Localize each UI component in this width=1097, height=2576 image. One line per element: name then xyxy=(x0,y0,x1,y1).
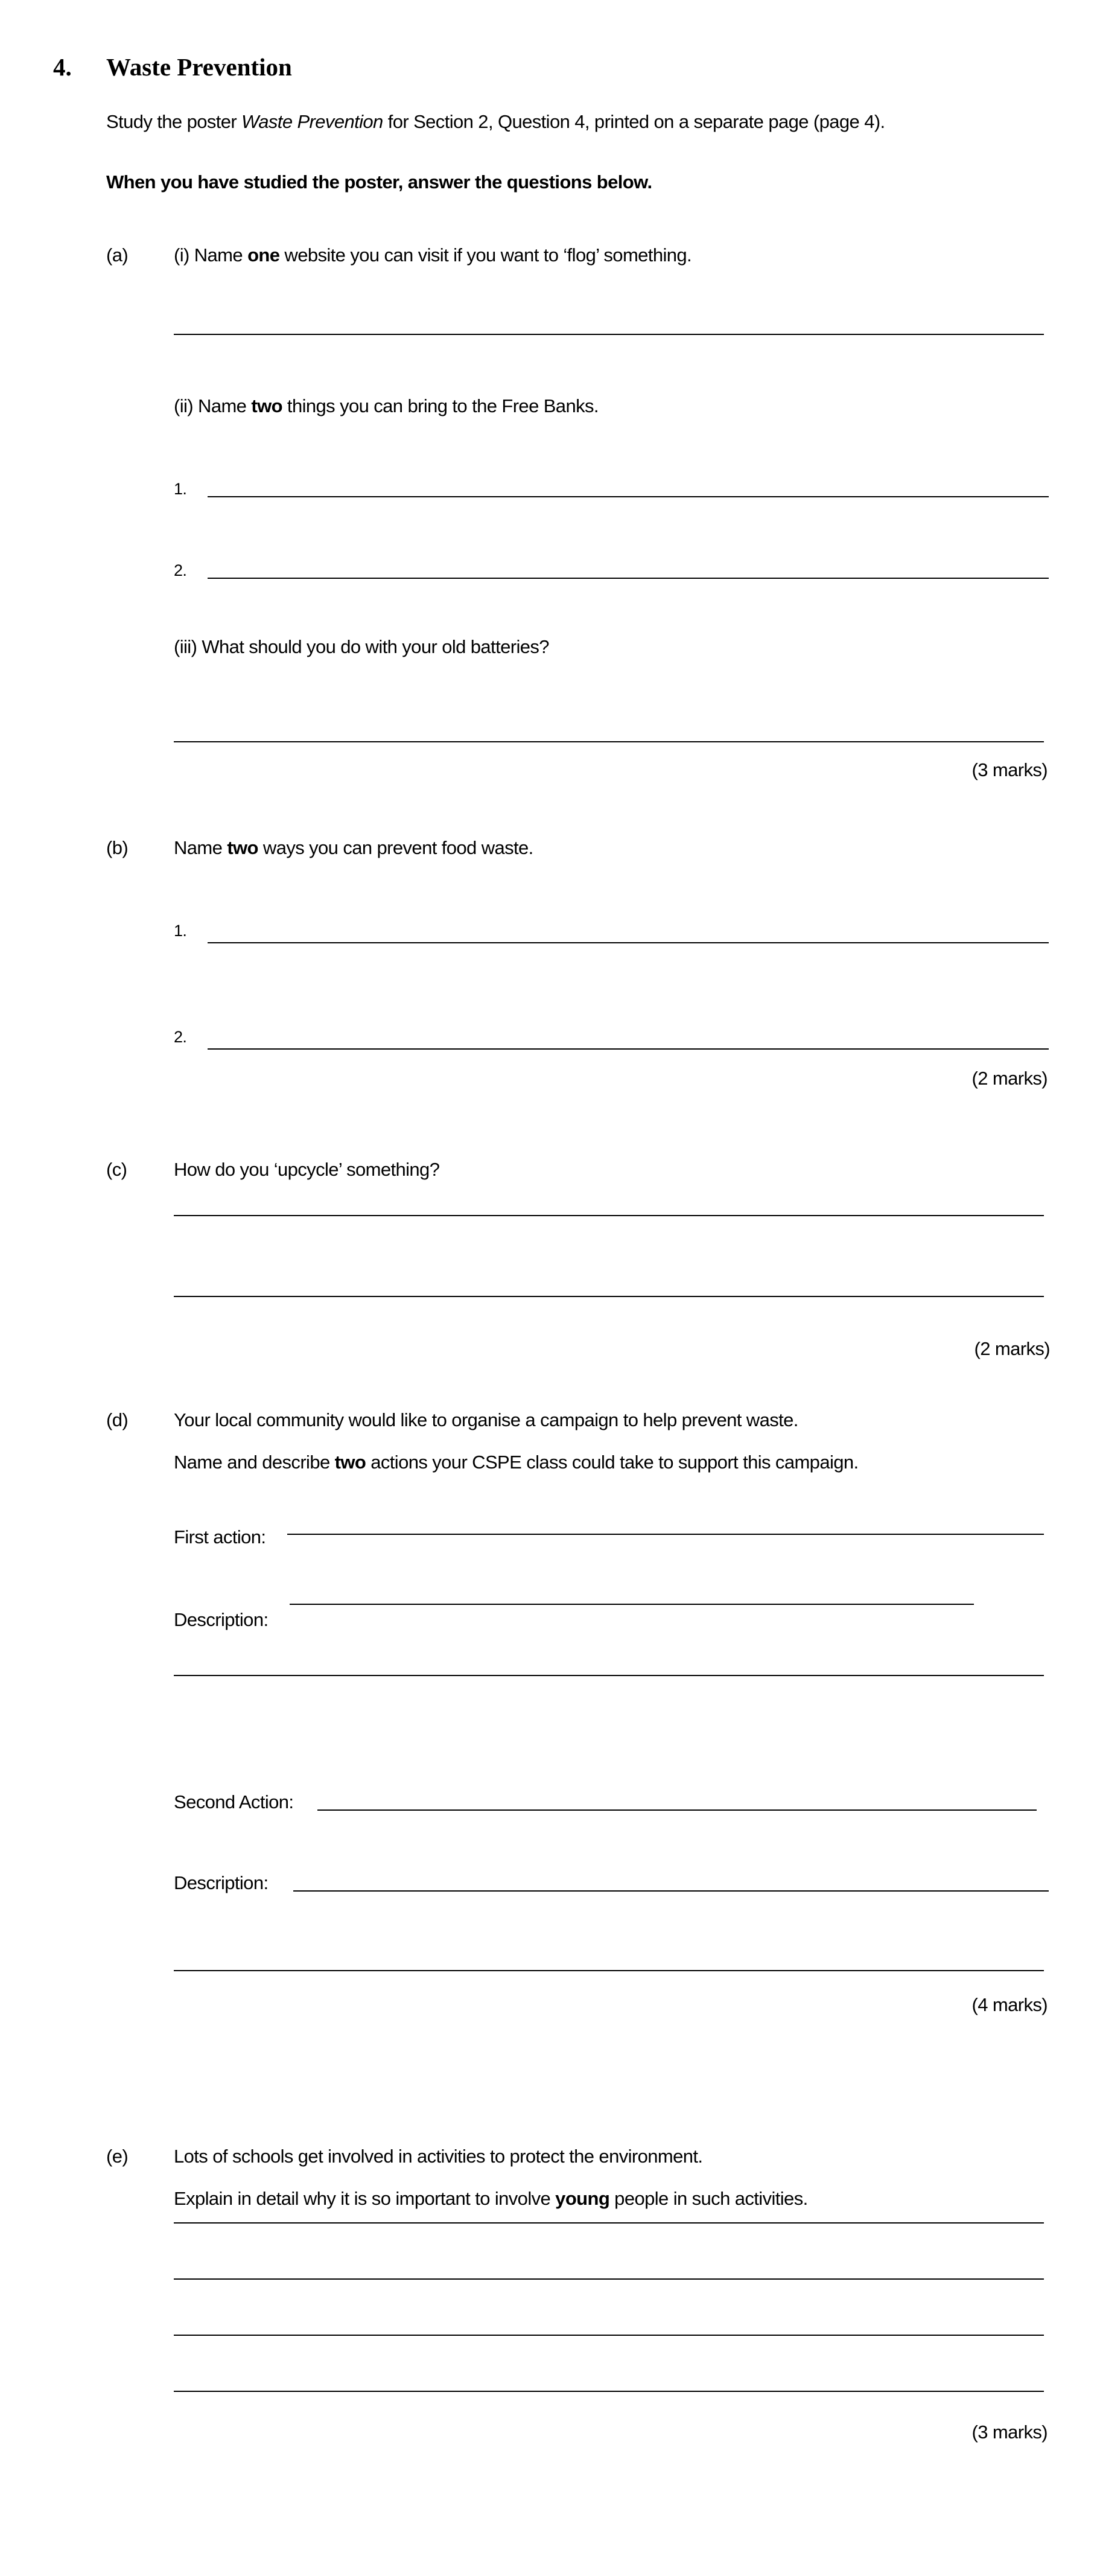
part-a-i-bold: one xyxy=(247,244,280,266)
part-e-line-2 xyxy=(174,2187,808,2211)
second-action-label: Second Action: xyxy=(174,1791,294,1812)
intro-suffix: for Section 2, Question 4, printed on a separate page (page 4). xyxy=(383,111,885,132)
question-number: 4. xyxy=(53,53,72,81)
part-e-line-2-prefix: Explain in detail why it is so important to involve xyxy=(174,2188,556,2209)
part-d-line-2 xyxy=(174,1450,859,1475)
description-1-line[interactable] xyxy=(290,1604,974,1605)
part-c-marks: (2 marks) xyxy=(974,1338,1050,1359)
part-e-line-2-bold: young xyxy=(555,2188,610,2209)
part-a-ii-suffix: things you can bring to the Free Banks. xyxy=(282,395,599,416)
part-b-item-1-number: 1. xyxy=(174,922,187,940)
part-b-bold: two xyxy=(227,837,258,858)
part-a-marks: (3 marks) xyxy=(971,759,1048,780)
part-d-marks: (4 marks) xyxy=(971,1994,1048,2015)
part-e-line-1: Lots of schools get involved in activities to protect the environment. xyxy=(174,2146,703,2167)
description-2-label: Description: xyxy=(174,1872,269,1893)
answer-line-a-ii-2[interactable] xyxy=(208,578,1049,579)
part-d-label: (d) xyxy=(106,1409,129,1430)
part-a-iii-question: (iii) What should you do with your old batteries? xyxy=(174,636,549,657)
part-a-i-question xyxy=(174,243,692,267)
part-d-line-2-prefix: Name and describe xyxy=(174,1452,335,1473)
part-b-item-2-number: 2. xyxy=(174,1028,187,1046)
first-action-line[interactable] xyxy=(287,1534,1044,1535)
part-b-suffix: ways you can prevent food waste. xyxy=(258,837,533,858)
second-action-line[interactable] xyxy=(317,1809,1037,1811)
part-b-question xyxy=(174,836,533,860)
part-d-line-2-suffix: actions your CSPE class could take to support this campaign. xyxy=(366,1452,859,1473)
part-a-i-suffix: website you can visit if you want to ‘flog’ something. xyxy=(279,244,692,266)
part-a-ii-prefix: (ii) Name xyxy=(174,395,252,416)
part-a-ii-item-2-number: 2. xyxy=(174,561,187,579)
description-2-extra-line[interactable] xyxy=(174,1970,1044,1971)
part-a-ii-item-1-number: 1. xyxy=(174,480,187,498)
description-1-extra-line[interactable] xyxy=(174,1675,1044,1676)
part-b-marks: (2 marks) xyxy=(971,1068,1048,1089)
answer-line-a-iii[interactable] xyxy=(174,741,1044,742)
description-2-line[interactable] xyxy=(293,1890,1049,1892)
part-a-label: (a) xyxy=(106,244,129,266)
answer-line-e-3[interactable] xyxy=(174,2335,1044,2336)
part-e-line-2-suffix: people in such activities. xyxy=(609,2188,808,2209)
answer-line-a-ii-1[interactable] xyxy=(208,496,1049,497)
answer-line-e-4[interactable] xyxy=(174,2391,1044,2392)
part-a-ii-bold: two xyxy=(251,395,282,416)
intro-prefix: Study the poster xyxy=(106,111,242,132)
part-e-marks: (3 marks) xyxy=(971,2421,1048,2443)
part-d-line-2-bold: two xyxy=(334,1452,366,1473)
description-1-label: Description: xyxy=(174,1609,269,1630)
answer-line-c-2[interactable] xyxy=(174,1296,1044,1297)
part-a-i-prefix: (i) Name xyxy=(174,244,248,266)
part-c-label: (c) xyxy=(106,1159,127,1180)
question-title: Waste Prevention xyxy=(106,53,292,81)
answer-line-a-i[interactable] xyxy=(174,334,1044,335)
answer-line-e-1[interactable] xyxy=(174,2222,1044,2224)
part-e-label: (e) xyxy=(106,2146,129,2167)
answer-line-b-1[interactable] xyxy=(208,942,1049,943)
instruction-text: When you have studied the poster, answer the questions below. xyxy=(106,171,652,193)
answer-line-c-1[interactable] xyxy=(174,1215,1044,1216)
part-b-prefix: Name xyxy=(174,837,227,858)
part-b-label: (b) xyxy=(106,837,129,858)
part-a-ii-question xyxy=(174,394,599,418)
first-action-label: First action: xyxy=(174,1526,266,1548)
intro-text xyxy=(106,110,885,134)
answer-line-b-2[interactable] xyxy=(208,1048,1049,1050)
part-d-line-1: Your local community would like to organise a campaign to help prevent waste. xyxy=(174,1409,798,1430)
part-c-question: How do you ‘upcycle’ something? xyxy=(174,1159,440,1180)
poster-title: Waste Prevention xyxy=(241,111,383,132)
answer-line-e-2[interactable] xyxy=(174,2278,1044,2280)
